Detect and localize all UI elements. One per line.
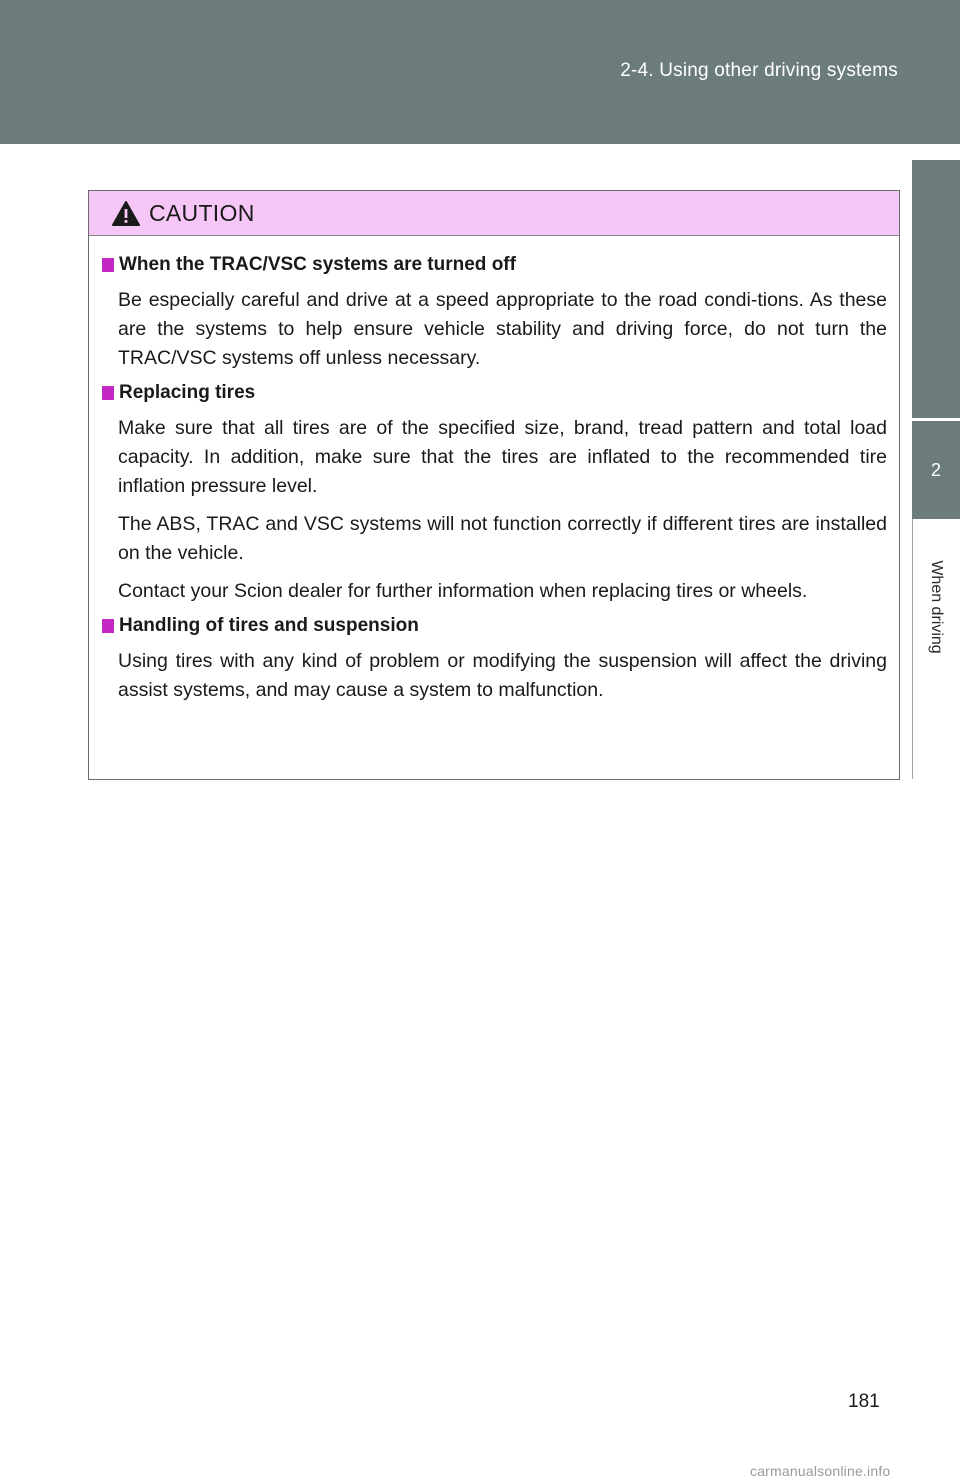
item-paragraph: Be especially careful and drive at a speed appropriate to the road condi-tions. As these are the systems to help ensure vehicle stability and driving force, do not turn the TRAC/VSC systems off unless necessary. [118, 289, 887, 369]
chapter-tab-number: 2 [912, 418, 960, 519]
caution-item [102, 254, 887, 373]
caution-body [89, 236, 899, 705]
square-bullet-icon [102, 619, 114, 633]
square-bullet-icon [102, 258, 114, 272]
item-paragraph: Make sure that all tires are of the specified size, brand, tread pattern and total load capacity. In addition, make sure that the tires are inflated to the recommended tire inflation pressure level. [118, 417, 887, 497]
item-heading [102, 382, 887, 404]
chapter-tab-label: When driving [928, 560, 945, 654]
section-title: 2-4. Using other driving systems [620, 60, 898, 81]
side-tab-upper [912, 160, 960, 418]
item-paragraph: Contact your Scion dealer for further information when replacing tires or wheels. [118, 580, 808, 602]
caution-header [89, 191, 899, 236]
item-heading-text: When the TRAC/VSC systems are turned off [119, 254, 516, 275]
item-heading [102, 254, 887, 276]
watermark: carmanualsonline.info [750, 1463, 891, 1479]
caution-title: CAUTION [149, 199, 255, 226]
item-paragraph: The ABS, TRAC and VSC systems will not function correctly if different tires are installed on the vehicle. [118, 513, 887, 564]
item-heading-text: Handling of tires and suspension [119, 615, 419, 636]
caution-box [88, 190, 900, 780]
item-heading [102, 615, 887, 637]
square-bullet-icon [102, 386, 114, 400]
warning-triangle-icon [111, 200, 141, 227]
caution-item [102, 615, 887, 705]
item-heading-text: Replacing tires [119, 382, 256, 403]
item-paragraph: Using tires with any kind of problem or modifying the suspension will affect the driving assist systems, and may cause a system to malfunction. [118, 650, 887, 701]
page-number: 181 [848, 1391, 880, 1412]
caution-item [102, 382, 887, 606]
